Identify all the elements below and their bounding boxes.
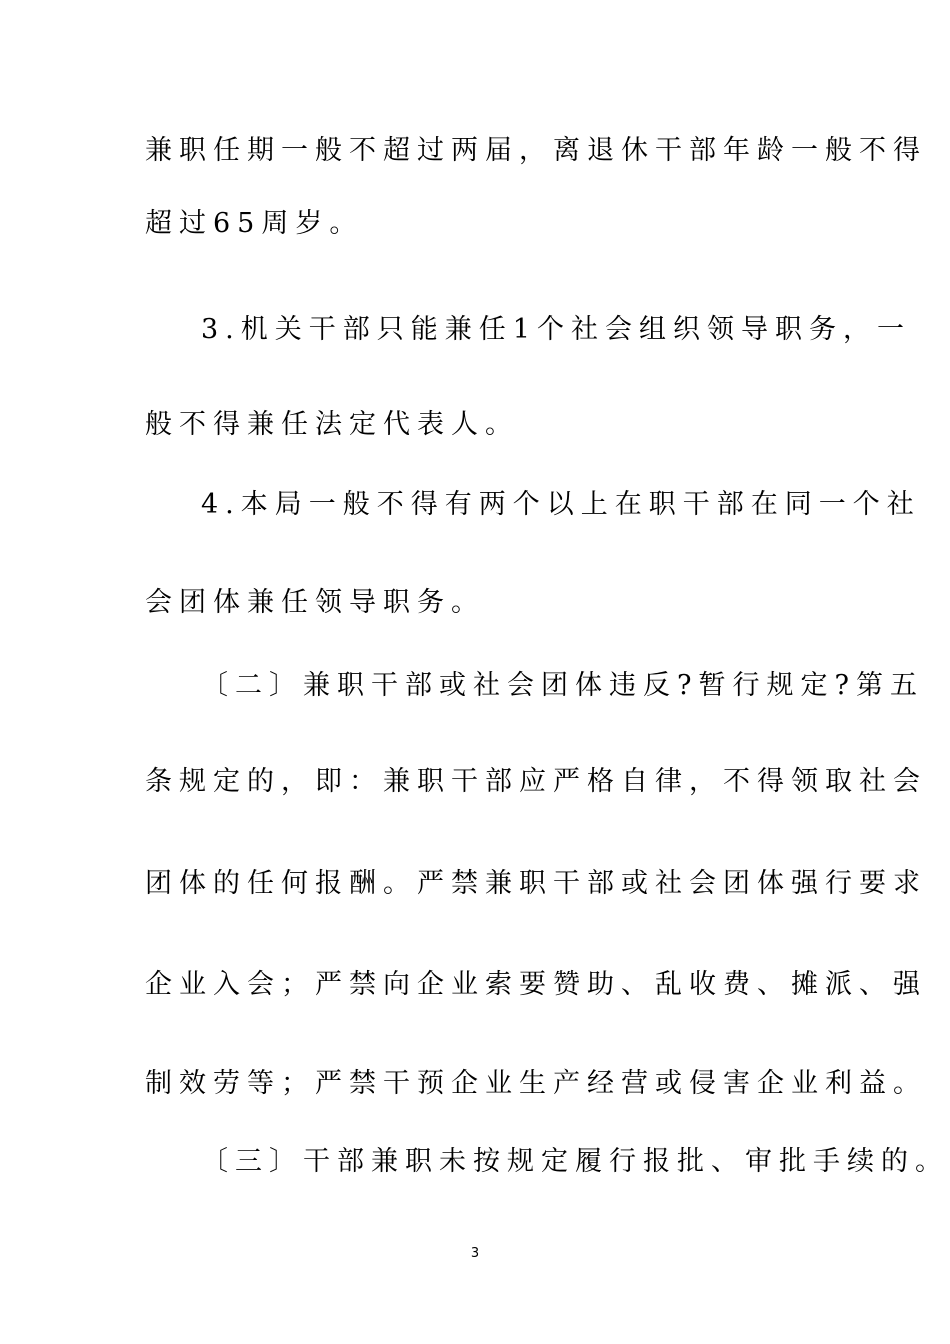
text-line: 般不得兼任法定代表人。 <box>145 409 519 440</box>
text-line: 〔三〕干部兼职未按规定履行报批、审批手续的。 <box>201 1146 949 1177</box>
text-line: 3.机关干部只能兼任1个社会组织领导职务，一 <box>201 314 911 345</box>
text-line: 团体的任何报酬。严禁兼职干部或社会团体强行要求 <box>145 868 927 899</box>
text-line: 超过65周岁。 <box>145 208 364 239</box>
text-line: 兼职任期一般不超过两届，离退休干部年龄一般不得 <box>145 135 927 166</box>
page-number: 3 <box>470 1246 480 1261</box>
text-line: 会团体兼任领导职务。 <box>145 587 485 618</box>
text-line: 〔二〕兼职干部或社会团体违反?暂行规定?第五 <box>201 670 924 701</box>
text-line: 企业入会；严禁向企业索要赞助、乱收费、摊派、强 <box>145 969 927 1000</box>
text-line: 制效劳等；严禁干预企业生产经营或侵害企业利益。 <box>145 1068 927 1099</box>
text-line: 条规定的，即：兼职干部应严格自律，不得领取社会 <box>145 766 927 797</box>
text-line: 4.本局一般不得有两个以上在职干部在同一个社 <box>201 489 921 520</box>
